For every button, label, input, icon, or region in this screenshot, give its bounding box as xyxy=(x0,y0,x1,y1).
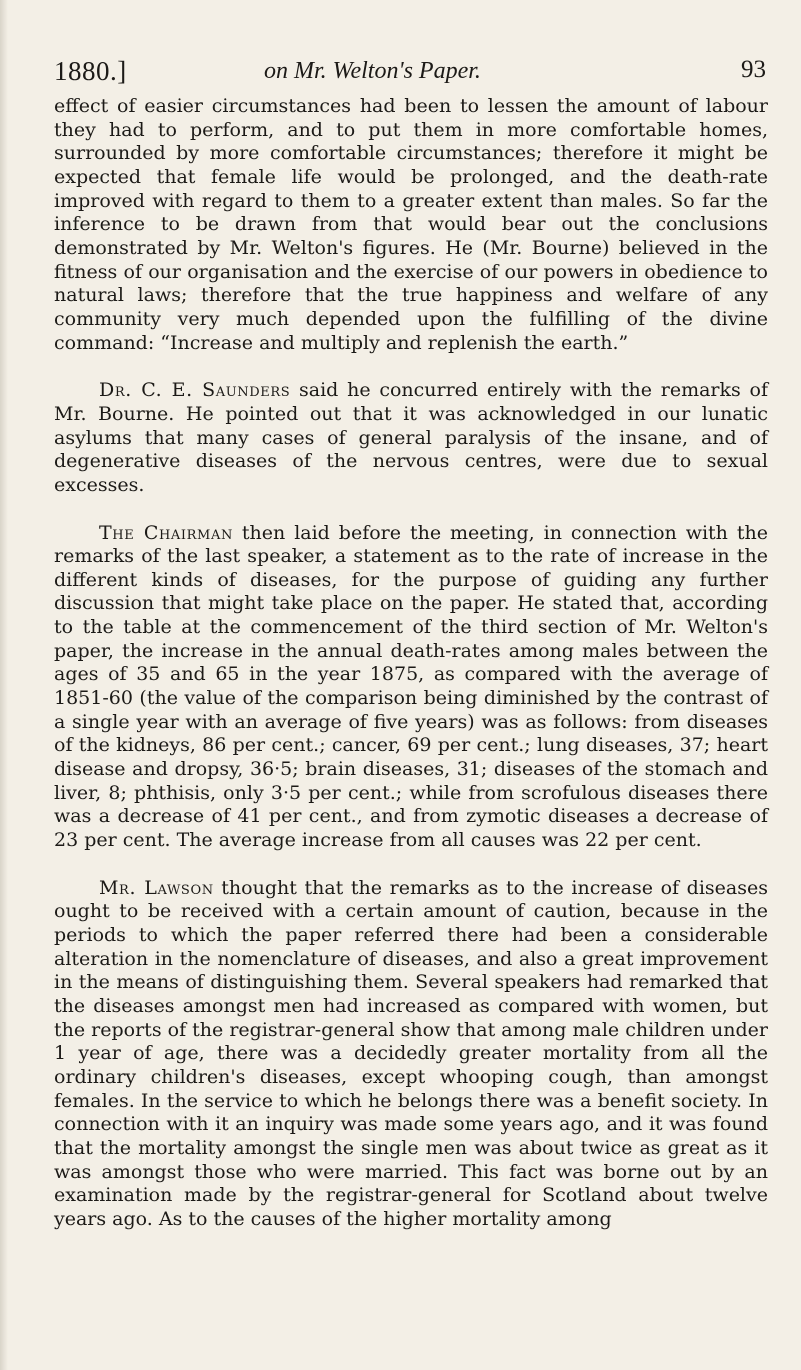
body-text xyxy=(54,95,768,1232)
speaker-name: Dr. C. E. Saunders xyxy=(99,379,291,402)
speaker-name: Mr. Lawson xyxy=(99,876,214,899)
paragraph-continuation xyxy=(54,95,768,355)
running-head xyxy=(54,56,766,96)
paragraph-text: thought that the remarks as to the increase of diseases ought to be received with a certain amount of caution, because in the periods to which the paper referred there had been a considerable alteration in the nomenclature of diseases, and also a great improvement in the means of distinguishing them. Several speakers had remarked that the diseases amongst men had increased as compared with women, but the reports of the registrar-general show that among male children under 1 year of age, there was a decidedly greater mortality from all the ordinary children's diseases, except whooping cough, than amongst females. In the service to which he belongs there was a benefit society. In connection with it an inquiry was made some years ago, and it was found that the mortality amongst the single men was about twice as great as it was amongst those who were married. This fact was borne out by an examination made by the registrar-general for Scotland about twelve years ago. As to the causes of the higher mortality among xyxy=(54,876,768,1230)
speaker-name: The Chairman xyxy=(99,521,233,544)
paragraph-text: effect of easier circumstances had been to lessen the amount of labour they had to perform, and to put them in more comfortable homes, surrounded by more comfortable circumstances; therefore it might be expected that female life would be prolonged, and the death-rate improved with regard to them to a greater extent than males. So far the inference to be drawn from that would bear out the conclusions demonstrated by Mr. Welton's figures. He (Mr. Bourne) believed in the fitness of our organisation and the exercise of our powers in obedience to natural laws; therefore that the true happiness and welfare of any community very much depended upon the fulfilling of the divine command: “Increase and multiply and replenish the earth.” xyxy=(54,95,768,354)
running-head-title: on Mr. Welton's Paper. xyxy=(264,58,481,84)
paragraph-text: said he concurred entirely with the remarks of Mr. Bourne. He pointed out that it was acknowledged in our lunatic asylums that many cases of general paralysis of the insane, and of degenerative diseases of the nervous centres, were due to sexual excesses. xyxy=(54,379,768,496)
page-number: 93 xyxy=(741,56,766,83)
paragraph-text: then laid before the meeting, in connection with the remarks of the last speaker, a statement as to the rate of increase in the different kinds of diseases, for the purpose of guiding any further discussion that might take place on the paper. He stated that, according to the table at the commencement of the third section of Mr. Welton's paper, the increase in the annual death-rates among males between the ages of 35 and 65 in the year 1875, as compared with the average of 1851-60 (the value of the comparison being diminished by the contrast of a single year with an average of five years) was as follows: from diseases of the kidneys, 86 per cent.; cancer, 69 per cent.; lung diseases, 37; heart disease and dropsy, 36·5; brain diseases, 31; diseases of the stomach and liver, 8; phthisis, only 3·5 per cent.; while from scrofulous diseases there was a decrease of 41 per cent., and from zymotic diseases a decrease of 23 per cent. The average increase from all causes was 22 per cent. xyxy=(54,521,768,852)
paragraph-chairman xyxy=(54,522,768,853)
page-gutter-shadow xyxy=(0,0,8,1370)
paragraph-lawson xyxy=(54,877,768,1232)
running-head-year: 1880.] xyxy=(54,56,127,86)
paragraph-saunders xyxy=(54,379,768,497)
